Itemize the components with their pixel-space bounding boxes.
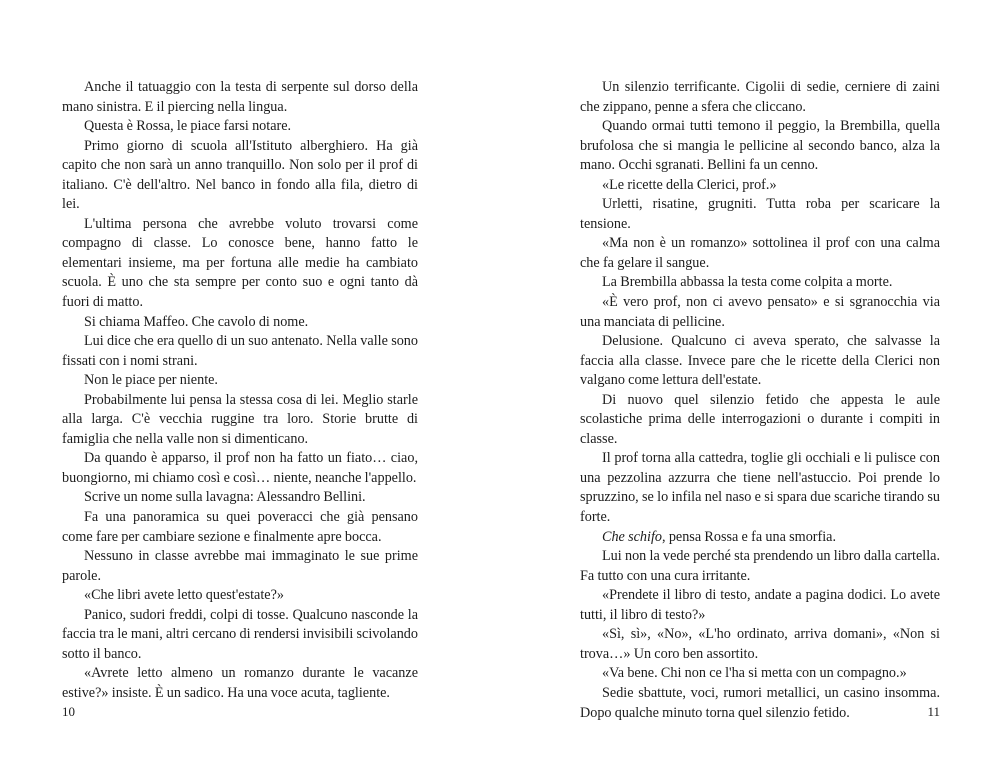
paragraph-segment: Di nuovo quel silenzio fetido che appesta le aule scolastiche prima delle interrogazioni o durante i compiti in classe. xyxy=(580,391,940,447)
paragraph xyxy=(62,508,418,547)
paragraph-segment: «Sì, sì», «No», «L'ho ordinato, arriva domani», «Non si trova…» Un coro ben assortito. xyxy=(580,626,940,662)
paragraph xyxy=(62,547,418,586)
paragraph xyxy=(580,78,940,117)
paragraph xyxy=(580,449,940,527)
page-left-text-column xyxy=(62,78,418,704)
paragraph xyxy=(580,273,940,293)
paragraph xyxy=(62,78,418,117)
paragraph xyxy=(580,293,940,332)
paragraph-segment: Questa è Rossa, le piace farsi notare. xyxy=(84,118,292,135)
paragraph xyxy=(62,371,418,391)
paragraph-segment: La Brembilla abbassa la testa come colpita a morte. xyxy=(602,274,893,291)
paragraph-segment: «Ma non è un romanzo» sottolinea il prof con una calma che fa gelare il sangue. xyxy=(580,235,940,271)
paragraph-segment: Un silenzio terrificante. Cigolii di sedie, cerniere di zaini che zippano, penne a sfera che cliccano. xyxy=(580,79,940,115)
paragraph xyxy=(62,313,418,333)
paragraph-segment: «Prendete il libro di testo, andate a pagina dodici. Lo avete tutti, il libro di testo?» xyxy=(580,587,940,623)
paragraph-segment: «È vero prof, non ci avevo pensato» e si sgranocchia via una manciata di pellicine. xyxy=(580,294,940,330)
paragraph xyxy=(62,586,418,606)
paragraph-segment: Probabilmente lui pensa la stessa cosa di lei. Meglio starle alla larga. C'è vecchia ruggine tra loro. Storie brutte di famiglia che nella valle non si dimenticano. xyxy=(62,391,418,447)
paragraph-segment: Quando ormai tutti temono il peggio, la Brembilla, quella brufolosa che si mangia le pellicine al secondo banco, alza la mano. Occhi sgranati. Bellini fa un cenno. xyxy=(580,118,940,174)
paragraph xyxy=(62,606,418,665)
paragraph-segment: L'ultima persona che avrebbe voluto trovarsi come compagno di classe. Lo conosce bene, hanno fatto le elementari insieme, ma per fortuna alle medie ha cambiato scuola. È uno che sta sempre per conto suo e ogni tanto dà fuori di matto. xyxy=(62,215,418,311)
paragraph-segment: , pensa Rossa e fa una smorfia. xyxy=(662,528,837,545)
paragraph xyxy=(580,117,940,176)
paragraph-segment: Lui dice che era quello di un suo antenato. Nella valle sono fissati con i nomi strani. xyxy=(62,333,418,369)
paragraph-segment: Panico, sudori freddi, colpi di tosse. Qualcuno nasconde la faccia tra le mani, altri cercano di rendersi invisibili scivolando sotto il banco. xyxy=(62,606,418,662)
paragraph-segment: Primo giorno di scuola all'Istituto alberghiero. Ha già capito che non sarà un anno tranquillo. Non solo per il prof di italiano. C'è dell'altro. Nel banco in fondo alla fila, dietro di lei. xyxy=(62,137,418,213)
paragraph-segment: Anche il tatuaggio con la testa di serpente sul dorso della mano sinistra. E il piercing nella lingua. xyxy=(62,79,418,115)
paragraph xyxy=(580,684,940,723)
paragraph xyxy=(62,449,418,488)
paragraph xyxy=(580,664,940,684)
paragraph xyxy=(580,528,940,548)
paragraph xyxy=(580,195,940,234)
paragraph-segment: Lui non la vede perché sta prendendo un libro dalla cartella. Fa tutto con una cura irritante. xyxy=(580,548,940,584)
paragraph-segment-italic: Che schifo xyxy=(602,528,663,545)
paragraph-segment: Urletti, risatine, grugniti. Tutta roba per scaricare la tensione. xyxy=(580,196,940,232)
paragraph-segment: Nessuno in classe avrebbe mai immaginato le sue prime parole. xyxy=(62,548,418,584)
paragraph-segment: Fa una panoramica su quei poveracci che già pensano come fare per cambiare sezione e finalmente apre bocca. xyxy=(62,509,418,545)
page-number-right: 11 xyxy=(927,704,940,719)
page-number-left: 10 xyxy=(62,704,75,719)
paragraph xyxy=(62,488,418,508)
paragraph xyxy=(62,391,418,450)
paragraph-segment: «Avrete letto almeno un romanzo durante le vacanze estive?» insiste. È un sadico. Ha una voce acuta, tagliente. xyxy=(62,665,418,701)
paragraph-segment: Il prof torna alla cattedra, toglie gli occhiali e li pulisce con una pezzolina azzurra che tiene nell'astuccio. Poi prende lo spruzzino, se lo infila nel naso e si spara due scariche tirando su forte. xyxy=(580,450,940,526)
paragraph xyxy=(580,547,940,586)
paragraph xyxy=(580,586,940,625)
paragraph xyxy=(580,625,940,664)
paragraph-segment: «Le ricette della Clerici, prof.» xyxy=(602,176,777,193)
page-right xyxy=(500,0,1000,770)
paragraph-segment: Scrive un nome sulla lavagna: Alessandro Bellini. xyxy=(84,489,366,506)
paragraph xyxy=(62,664,418,703)
paragraph xyxy=(580,234,940,273)
paragraph-segment: «Che libri avete letto quest'estate?» xyxy=(84,587,284,604)
paragraph xyxy=(62,137,418,215)
page-right-text-column xyxy=(580,78,940,723)
paragraph xyxy=(62,332,418,371)
paragraph-segment: Sedie sbattute, voci, rumori metallici, un casino insomma. Dopo qualche minuto torna quel silenzio fetido. xyxy=(580,684,940,721)
paragraph xyxy=(580,332,940,391)
paragraph-segment: Non le piace per niente. xyxy=(84,372,218,389)
paragraph xyxy=(62,215,418,313)
paragraph xyxy=(62,117,418,137)
paragraph xyxy=(580,176,940,196)
paragraph-segment: «Va bene. Chi non ce l'ha si metta con un compagno.» xyxy=(602,665,907,682)
paragraph-segment: Da quando è apparso, il prof non ha fatto un fiato… ciao, buongiorno, mi chiamo così e così… niente, neanche l'appello. xyxy=(62,450,418,486)
paragraph-segment: Si chiama Maffeo. Che cavolo di nome. xyxy=(84,313,309,330)
paragraph-segment: Delusione. Qualcuno ci aveva sperato, che salvasse la faccia alla classe. Invece pare che le ricette della Clerici non valgano come lettura dell'estate. xyxy=(580,333,940,389)
paragraph xyxy=(580,391,940,450)
